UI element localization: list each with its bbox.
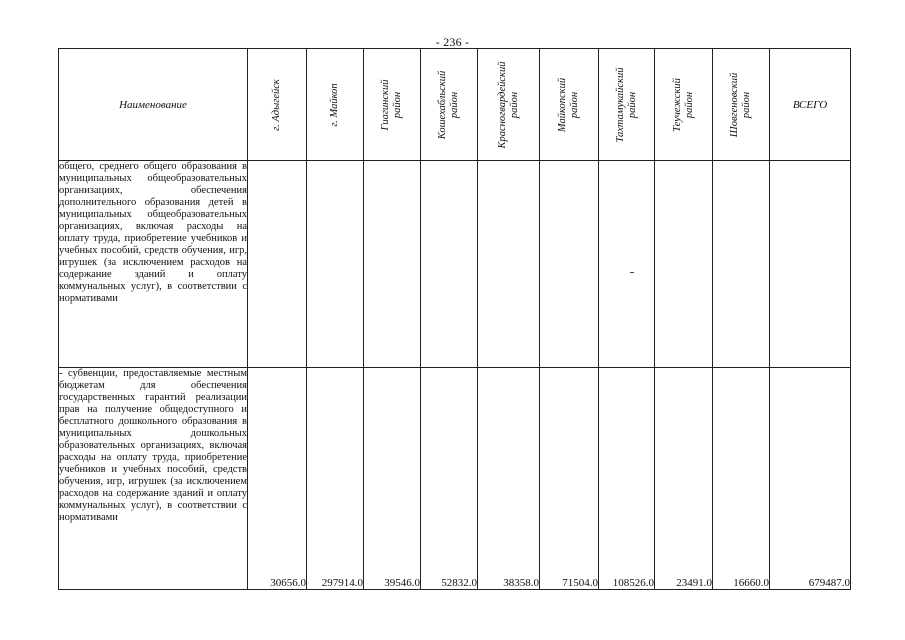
table-cell: 23491.0 — [655, 368, 713, 590]
column-header-adygeysk — [248, 49, 307, 161]
name-column-header: Наименование — [59, 49, 248, 161]
column-header-shovgenovsky — [713, 49, 770, 161]
total-cell: 679487.0 — [770, 368, 851, 590]
table-cell: 71504.0 — [540, 368, 599, 590]
table-cell — [713, 161, 770, 368]
column-header-takhtamukaysky — [599, 49, 655, 161]
column-header-giaginsky — [364, 49, 421, 161]
column-header-line1: Теучежский — [671, 77, 683, 132]
column-header-line2: район — [683, 91, 695, 118]
row-description: - субвенции, предоставляемые местным бюджетам для обеспечения государственных гарантий реализации прав на получение общедоступного и бесплатного дошкольного образования в муниципальных дошкольных образовательных организациях, включая расходы на оплату труда, приобретение учебников и учебных пособий, средств обучения, игр, игрушек (за исключением расходов на содержание зданий и оплату коммунальных услуг), в соответствии с нормативами — [59, 368, 248, 590]
table-cell — [599, 161, 655, 368]
row-description: общего, среднего общего образования в муниципальных общеобразовательных организациях, обеспечения дополнительного образования детей в муниципальных общеобразовательных организациях, включая расходы на оплату труда, приобретение учебников и учебных пособий, средств обучения, игр, игрушек (за исключением расходов на содержание зданий и оплату коммунальных услуг), в соответствии с нормативами — [59, 161, 248, 368]
table-cell: 39546.0 — [364, 368, 421, 590]
total-column-header: ВСЕГО — [770, 49, 851, 161]
column-header-line1: Тахтамукайский — [614, 67, 626, 142]
column-header-maykopsky — [540, 49, 599, 161]
table-cell: 16660.0 — [713, 368, 770, 590]
column-header-line2: район — [449, 91, 460, 118]
column-header-maykop-city — [307, 49, 364, 161]
column-header-line1: Кошехабльский — [437, 70, 448, 139]
table-cell: 30656.0 — [248, 368, 307, 590]
column-header-line2: район — [392, 91, 403, 118]
column-header-teuchezhsky — [655, 49, 713, 161]
column-header-koshekhablsky — [421, 49, 478, 161]
column-header-line2: район — [508, 91, 520, 118]
table-cell — [364, 161, 421, 368]
table-cell — [248, 161, 307, 368]
table-row — [59, 161, 851, 368]
column-header-line2: район — [741, 91, 752, 118]
table-row — [59, 368, 851, 590]
table-cell: 38358.0 — [478, 368, 540, 590]
table-cell — [421, 161, 478, 368]
column-header-line2: район — [626, 91, 638, 118]
scan-speck — [630, 272, 634, 273]
column-header-line1: Майкопский — [557, 77, 568, 132]
column-header-line1: Шовгеновский — [729, 72, 740, 137]
total-cell — [770, 161, 851, 368]
table-cell: 297914.0 — [307, 368, 364, 590]
table-cell — [540, 161, 599, 368]
column-header-line1: г. Адыгейск — [271, 78, 282, 131]
table-cell — [655, 161, 713, 368]
column-header-line1: Красногвардейский — [496, 61, 508, 148]
column-header-line1: г. Майкоп — [329, 82, 340, 127]
header-row — [59, 49, 851, 161]
column-header-line1: Гиагинский — [380, 79, 391, 130]
column-header-krasnogvardeysky — [478, 49, 540, 161]
table-cell: 52832.0 — [421, 368, 478, 590]
table-cell: 108526.0 — [599, 368, 655, 590]
page-number: - 236 - — [435, 35, 470, 49]
budget-table — [58, 48, 851, 590]
column-header-line2: район — [569, 91, 580, 118]
table-cell — [307, 161, 364, 368]
table-cell — [478, 161, 540, 368]
